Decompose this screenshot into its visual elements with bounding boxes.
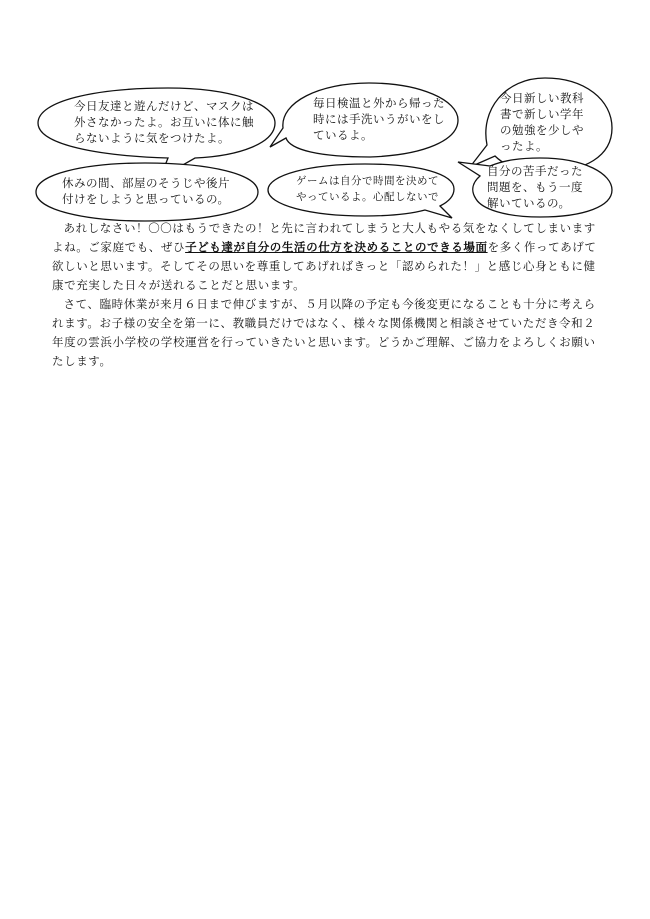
bubble-line: 今日新しい教科 [500,91,584,105]
paragraph-1-before: あれしなさい！〇〇はもうできたの！と先に言われてしまうと大人もやる気をなくしてしまいますよね。ご家庭でも、ぜひ [52,221,596,254]
bubble-line: やっているよ。心配しないで [296,191,439,203]
bubble-line: ているよ。 [313,128,373,142]
paragraph-1-after: を多く作ってあげて欲しいと思います。そしてその思いを尊重してあげればきっと「認められた！」と感じ心身ともに健康で充実した日々が送れることだと思います。 [52,240,597,292]
bubble-mask-text [74,98,254,146]
bubble-line: 今日友達と遊んだけど、マスクは [74,99,254,113]
bubble-line: 解いているの。 [487,196,571,210]
bubble-line: 外さなかったよ。お互いに体に触 [74,115,254,129]
bubble-line: 時には手洗いうがいをし [313,112,445,126]
bubble-kenon-text [313,95,445,143]
bubble-line: 自分の苦手だった [487,164,583,178]
bubble-line: ったよ。 [500,139,548,153]
bubble-line: 休みの間、部屋のそうじや後片 [62,176,230,190]
bubble-line: 書で新しい学年 [500,107,584,121]
bubble-line: らないように気をつけたよ。 [74,131,230,145]
bubble-line: 毎日検温と外から帰った [313,96,445,110]
bubble-game-text [296,173,439,205]
bubble-nigate-text [487,163,583,211]
paragraph-1-emphasis: 子ども達が自分の生活の仕方を決めることのできる場面 [185,240,488,254]
paragraph-2: さて、臨時休業が来月６日まで伸びますが、５月以降の予定も今後変更になることも十分に考えられます。お子様の安全を第一に、教職員だけではなく、様々な関係機関と相談させていただき令和２年度の雲浜小学校の学校運営を行っていきたいと思います。どうかご理解、ご協力をよろしくお願いたします。 [52,297,596,368]
bubble-line: の勉強を少しや [500,123,584,137]
bubble-souji-text [62,175,230,207]
bubble-line: 問題を、もう一度 [487,180,583,194]
bubble-line: ゲームは自分で時間を決めて [296,175,439,187]
paragraph-1 [52,219,598,295]
bubble-kyoukasho-text [500,90,584,154]
letter-body [52,219,598,371]
bubble-line: 付けをしようと思っているの。 [62,192,230,206]
